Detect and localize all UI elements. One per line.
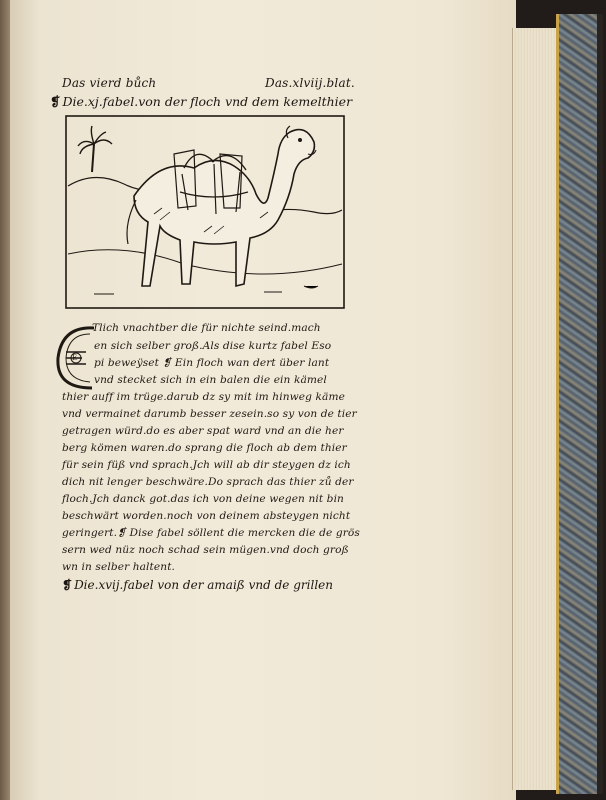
body-line: beschwärt worden.noch von deinem absteygen nicht bbox=[62, 510, 351, 522]
marbled-cover bbox=[556, 14, 603, 794]
page-fore-edge bbox=[512, 28, 559, 790]
body-line: wn in selber haltent. bbox=[62, 561, 176, 573]
next-fable-title-text: Die.xvij.fabel von der amaiß vnd de grillen bbox=[74, 578, 333, 592]
body-line: floch.Jch danck got.das ich von deine wegen nit bin bbox=[62, 493, 344, 505]
fable-title-text: Die.xj.fabel.von der floch vnd dem kemelthier bbox=[62, 94, 353, 109]
body-line: für sein füß vnd sprach.Jch will ab dir steygen dz ich bbox=[62, 459, 351, 471]
body-line: Tlich vnachtber die für nichte seind.mach bbox=[92, 322, 321, 334]
body-line: sern wed nüz noch schad sein mügen.vnd doch groß bbox=[62, 544, 349, 556]
running-header-folio: Das.xlviij.blat. bbox=[265, 76, 355, 90]
body-line: en sich selber groß.Als dise kurtz fabel Eso bbox=[94, 340, 332, 352]
body-line: vnd stecket sich in ein balen die ein kämel bbox=[94, 374, 327, 386]
body-line: geringert.❡ Dise fabel söllent die mercken die de grös bbox=[62, 527, 360, 539]
pilcrow-icon: ❡ bbox=[50, 94, 61, 109]
body-line: dich nit lenger beschwäre.Do sprach das thier zů der bbox=[62, 476, 354, 488]
body-line: pi beweÿset ❡ Ein floch wan dert über lant bbox=[94, 357, 330, 369]
fable-title bbox=[50, 94, 352, 109]
camel-woodcut-icon bbox=[64, 114, 346, 310]
body-line: berg kömen waren.do sprang die floch ab dem thier bbox=[62, 442, 347, 454]
pilcrow-icon: ❡ bbox=[62, 578, 73, 592]
body-line: vnd vermainet darumb besser zesein.so sy von de tier bbox=[62, 408, 357, 420]
running-header-left: Das vierd bůch bbox=[62, 76, 157, 90]
dropcap-letter: E bbox=[72, 354, 78, 362]
next-fable-title bbox=[62, 578, 333, 592]
body-line: getragen würd.do es aber spat ward vnd an die her bbox=[62, 425, 344, 437]
body-line: thier auff im trüge.darub dz sy mit im hinweg käme bbox=[62, 391, 345, 403]
